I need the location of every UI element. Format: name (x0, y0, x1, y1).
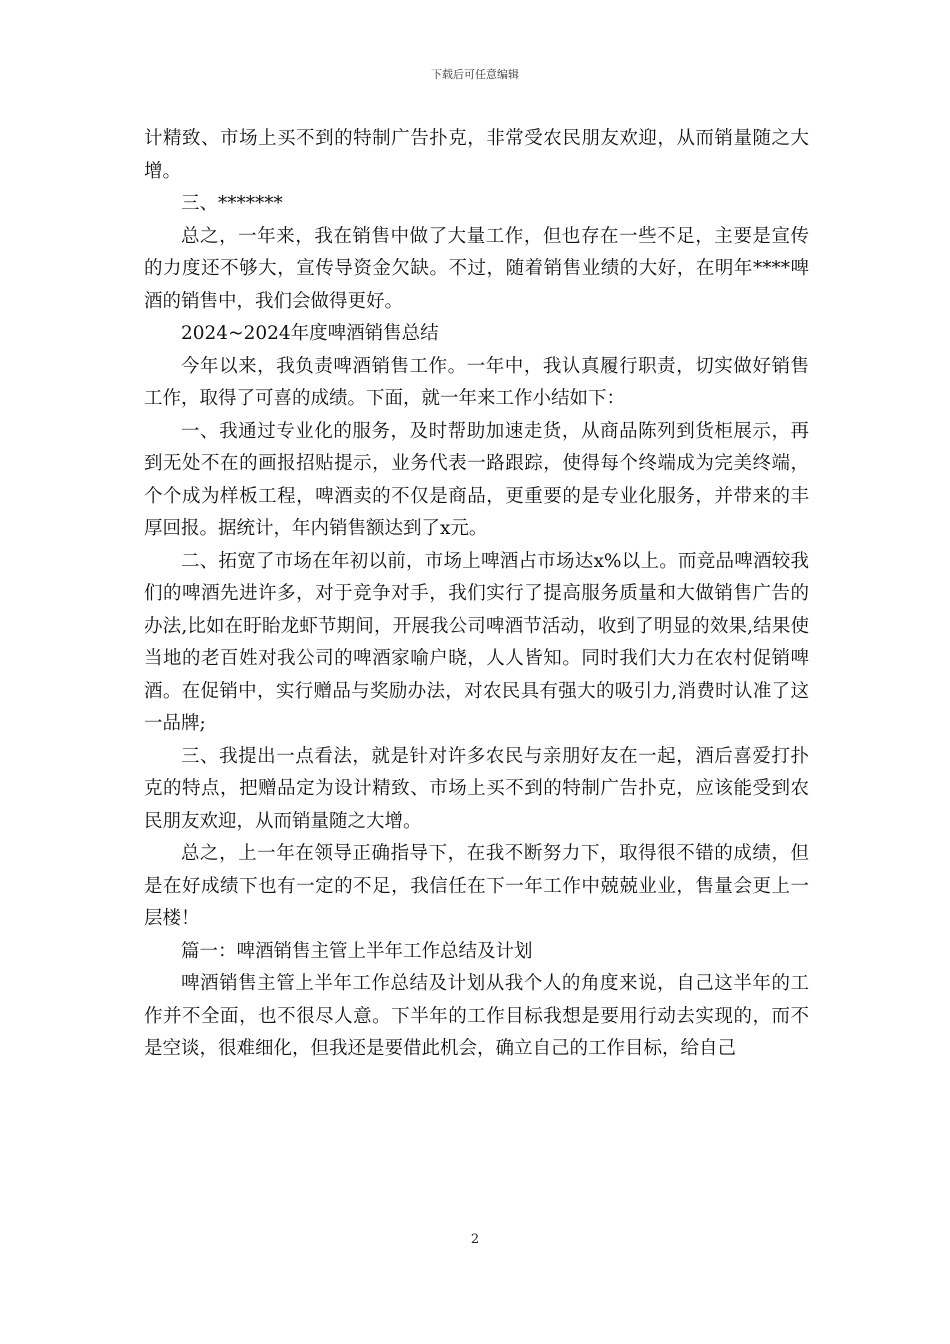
document-body (144, 123, 809, 1066)
paragraph-1: 计精致、市场上买不到的特制广告扑克，非常受农民朋友欢迎，从而销量随之大增。 (144, 128, 809, 182)
paragraph-5: 今年以来，我负责啤酒销售工作。一年中，我认真履行职责，切实做好销售工作，取得了可喜的成绩。下面，就一年来工作小结如下： (144, 355, 809, 409)
paragraph-6: 一、我通过专业化的服务，及时帮助加速走货，从商品陈列到货柜展示，再到无处不在的画报招贴提示，业务代表一路跟踪，使得每个终端成为完美终端，个个成为样板工程，啤酒卖的不仅是商品，更重要的是专业化服务，并带来的丰厚回报。据统计，年内销售额达到了x元。 (144, 420, 809, 539)
paragraph-2: 三、******* (181, 193, 283, 214)
section-title-beer-sales-summary: 2024~2024年度啤酒销售总结 (181, 323, 439, 344)
page-header: 下载后可任意编辑 (431, 68, 519, 81)
paragraph-11: 啤酒销售主管上半年工作总结及计划从我个人的角度来说，自己这半年的工作并不全面，也不很尽人意。下半年的工作目标我想是要用行动去实现的，而不是空谈，很难细化，但我还是要借此机会，确立自己的工作目标，给自己 (144, 973, 809, 1059)
paragraph-7: 二、拓宽了市场在年初以前，市场上啤酒占市场达x%以上。而竞品啤酒较我们的啤酒先进许多，对于竞争对手，我们实行了提高服务质量和大做销售广告的办法,比如在盱眙龙虾节期间，开展我公司啤酒节活动，收到了明显的效果,结果使当地的老百姓对我公司的啤酒家喻户晓，人人皆知。同时我们大力在农村促销啤酒。在促销中，实行赠品与奖励办法，对农民具有强大的吸引力,消费时认准了这一品牌; (144, 550, 809, 734)
section-title-part-one: 篇一：啤酒销售主管上半年工作总结及计划 (181, 940, 533, 962)
paragraph-8: 三、我提出一点看法，就是针对许多农民与亲朋好友在一起，酒后喜爱打扑克的特点，把赠品定为设计精致、市场上买不到的特制广告扑克，应该能受到农民朋友欢迎，从而销量随之大增。 (144, 745, 809, 832)
paragraph-9: 总之，上一年在领导正确指导下，在我不断努力下，取得很不错的成绩，但是在好成绩下也有一定的不足，我信任在下一年工作中兢兢业业，售量会更上一层楼！ (144, 843, 809, 929)
page-number: 2 (470, 1232, 480, 1247)
paragraph-3: 总之，一年来，我在销售中做了大量工作，但也存在一些不足，主要是宣传的力度还不够大，宣传导资金欠缺。不过，随着销售业绩的大好，在明年****啤酒的销售中，我们会做得更好。 (144, 225, 809, 312)
